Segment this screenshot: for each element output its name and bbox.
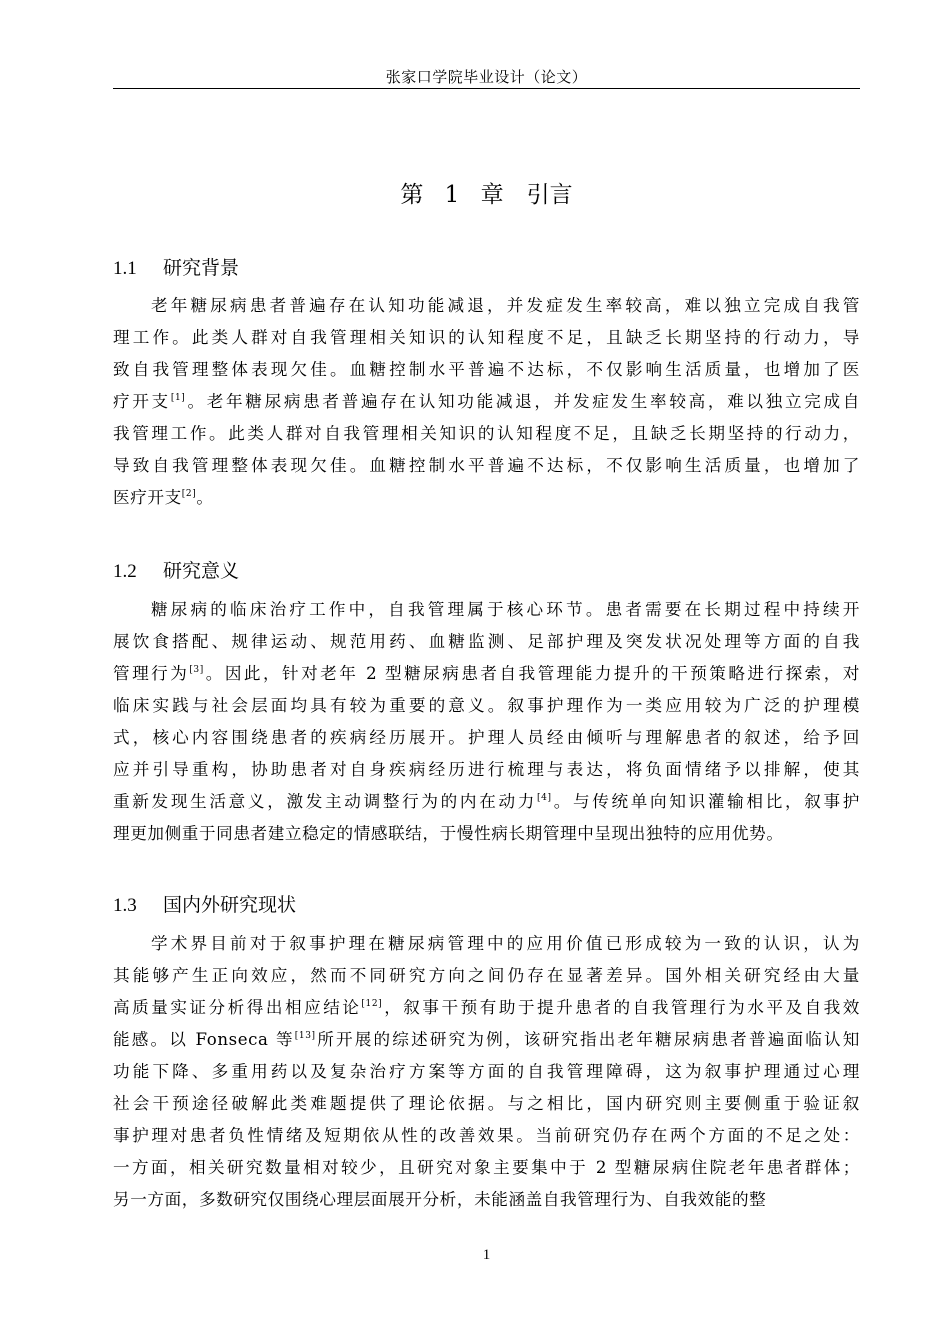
text-run: 。因此，针对老年 2 型糖尿病患者自我管理能力提升的干预策略进行探索，对 [203,664,860,683]
section-title: 研究意义 [163,560,240,582]
section-paragraph [113,290,860,514]
text-line: 事护理对患者负性情绪及短期依从性的改善效果。当前研究仍存在两个方面的不足之处： [113,1126,860,1145]
text-line: 临床实践与社会层面均具有较为重要的意义。叙事护理作为一类应用较为广泛的护理模 [113,696,860,715]
citation-marker: [12] [361,999,383,1009]
text-line: 糖尿病的临床治疗工作中，自我管理属于核心环节。患者需要在长期过程中持续开 [151,600,860,619]
text-line [113,482,860,514]
text-line: 致自我管理整体表现欠佳。血糖控制水平普遍不达标，不仅影响生活质量，也增加了医 [113,360,860,379]
citation-marker: [13] [294,1031,316,1041]
text-run: 管理行为 [113,664,190,683]
section-number: 1.2 [113,561,137,582]
text-run: 能感。以 Fonseca 等 [113,1030,295,1049]
text-run: 医疗开支 [113,488,182,507]
section-title: 研究背景 [163,257,240,279]
section-paragraph [113,594,860,850]
text-run: 。与传统单向知识灌输相比，叙事护 [551,792,860,811]
text-line: 理更加侧重于同患者建立稳定的情感联结，于慢性病长期管理中呈现出独特的应用优势。 [113,824,784,843]
text-line [113,658,860,690]
text-line: 另一方面，多数研究仅围绕心理层面展开分析，未能涵盖自我管理行为、自我效能的整 [113,1190,767,1209]
section-heading [113,556,239,583]
citation-marker: [2] [181,489,197,499]
text-line [113,786,860,818]
text-line: 导致自我管理整体表现欠佳。血糖控制水平普遍不达标，不仅影响生活质量，也增加了 [113,456,860,475]
citation-marker: [3] [189,665,204,675]
text-run: 。 [196,488,214,507]
text-run: 所开展的综述研究为例，该研究指出老年糖尿病患者普遍面临认知 [315,1030,860,1049]
text-line: 功能下降、多重用药以及复杂治疗方案等方面的自我管理障碍，这为叙事护理通过心理 [113,1062,860,1081]
section-heading [113,890,296,917]
text-line: 老年糖尿病患者普遍存在认知功能减退，并发症发生率较高，难以独立完成自我管 [151,296,860,315]
running-header: 张家口学院毕业设计（论文） [385,68,588,86]
chapter-title: 第 1 章 引言 [400,182,573,208]
text-line: 展饮食搭配、规律运动、规范用药、血糖监测、足部护理及突发状况处理等方面的自我 [113,632,860,651]
text-line: 我管理工作。此类人群对自我管理相关知识的认知程度不足，且缺乏长期坚持的行动力， [113,424,860,443]
text-run: 。老年糖尿病患者普遍存在认知功能减退，并发症发生率较高，难以独立完成自 [185,392,860,411]
text-run: 疗开支 [113,392,171,411]
section-number: 1.3 [113,895,137,916]
text-line: 学术界目前对于叙事护理在糖尿病管理中的应用价值已形成较为一致的认识，认为 [151,934,860,953]
text-line [113,386,860,418]
section-title: 国内外研究现状 [163,894,297,916]
text-line: 式，核心内容围绕患者的疾病经历展开。护理人员经由倾听与理解患者的叙述，给予回 [113,728,860,747]
text-line: 其能够产生正向效应，然而不同研究方向之间仍存在显著差异。国外相关研究经由大量 [113,966,860,985]
citation-marker: [1] [170,393,186,403]
text-line: 应并引导重构，协助患者对自身疾病经历进行梳理与表达，将负面情绪予以排解，使其 [113,760,860,779]
section-paragraph [113,928,860,1216]
text-run: 重新发现生活意义，激发主动调整行为的内在动力 [113,792,538,811]
text-line [113,1024,860,1056]
header-rule [113,88,860,89]
section-heading [113,253,239,280]
section-number: 1.1 [113,258,137,279]
text-line: 一方面，相关研究数量相对较少，且研究对象主要集中于 2 型糖尿病住院老年患者群体； [113,1158,860,1177]
text-run: ，叙事干预有助于提升患者的自我管理行为水平及自我效 [382,998,860,1017]
page-number: 1 [482,1247,491,1263]
text-run: 高质量实证分析得出相应结论 [113,998,362,1017]
text-line: 理工作。此类人群对自我管理相关知识的认知程度不足，且缺乏长期坚持的行动力，导 [113,328,860,347]
text-line: 社会干预途径破解此类难题提供了理论依据。与之相比，国内研究则主要侧重于验证叙 [113,1094,860,1113]
text-line [113,992,860,1024]
citation-marker: [4] [537,793,552,803]
